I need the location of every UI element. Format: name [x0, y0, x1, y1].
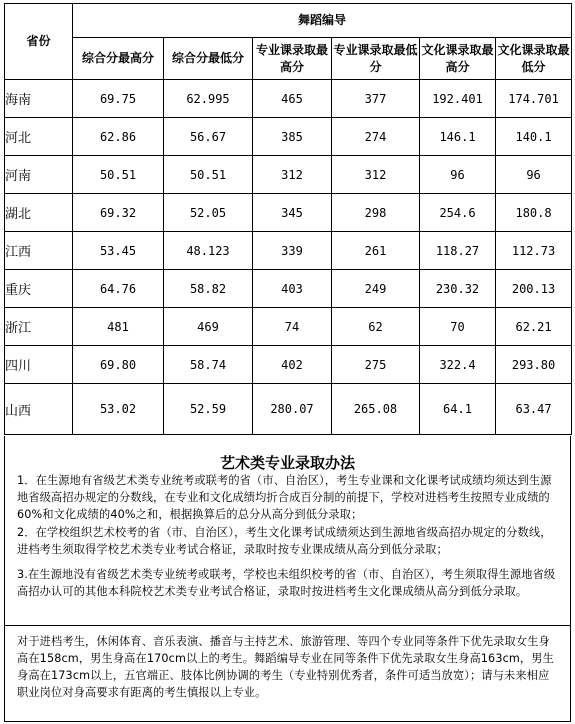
admission-rules-section	[4, 436, 571, 722]
table-cell: 63.47	[496, 384, 572, 435]
table-cell: 402	[253, 346, 332, 384]
table-cell: 56.67	[164, 118, 253, 156]
province-cell: 江西	[5, 232, 73, 270]
table-row	[5, 384, 572, 435]
table-cell: 69.32	[73, 194, 164, 232]
table-cell: 70	[420, 308, 496, 346]
table-cell: 403	[253, 270, 332, 308]
table-row	[5, 308, 572, 346]
province-cell: 海南	[5, 80, 73, 118]
table-cell: 58.82	[164, 270, 253, 308]
table-row	[5, 232, 572, 270]
table-cell: 312	[332, 156, 420, 194]
table-cell: 50.51	[73, 156, 164, 194]
section-divider	[5, 625, 570, 626]
province-cell: 浙江	[5, 308, 73, 346]
table-cell: 274	[332, 118, 420, 156]
table-cell: 62.21	[496, 308, 572, 346]
table-cell: 377	[332, 80, 420, 118]
table-cell: 249	[332, 270, 420, 308]
rule-paragraph-1: 1．在生源地有省级艺术类专业统考或联考的省（市、自治区），考生专业课和文化课考试成绩均须达到生源地省级高招办规定的分数线，在专业和文化成绩均折合成百分制的前提下，学校对进档考生按照专业成绩的60%和文化成绩的40%之和，根据换算后的总分从高分到低分录取；	[17, 474, 552, 521]
table-cell: 53.45	[73, 232, 164, 270]
table-cell: 200.13	[496, 270, 572, 308]
column-header: 专业课录取最低分	[332, 38, 420, 80]
table-row	[5, 118, 572, 156]
table-cell: 52.59	[164, 384, 253, 435]
table-cell: 50.51	[164, 156, 253, 194]
table-cell: 118.27	[420, 232, 496, 270]
table-cell: 339	[253, 232, 332, 270]
table-row	[5, 346, 572, 384]
table-cell: 312	[253, 156, 332, 194]
table-cell: 69.75	[73, 80, 164, 118]
column-header: 综合分最高分	[73, 38, 164, 80]
table-cell: 180.8	[496, 194, 572, 232]
table-cell: 322.4	[420, 346, 496, 384]
table-cell: 112.73	[496, 232, 572, 270]
table-cell: 64.76	[73, 270, 164, 308]
admission-score-table	[4, 3, 572, 435]
table-cell: 345	[253, 194, 332, 232]
table-cell: 62	[332, 308, 420, 346]
rule-paragraph-2: 2．在学校组织艺术校考的省（市、自治区），考生文化课考试成绩须达到生源地省级高招办规定的分数线，进档考生须取得学校艺术类专业考试合格证，录取时按专业课成绩从高分到低分录取；	[17, 526, 552, 556]
table-cell: 280.07	[253, 384, 332, 435]
province-cell: 河南	[5, 156, 73, 194]
table-cell: 146.1	[420, 118, 496, 156]
table-cell: 261	[332, 232, 420, 270]
table-cell: 385	[253, 118, 332, 156]
table-cell: 192.401	[420, 80, 496, 118]
column-header: 综合分最低分	[164, 38, 253, 80]
province-header: 省份	[5, 4, 73, 80]
rule-paragraph-3: 3.在生源地没有省级艺术类专业统考或联考，学校也未组织校考的省（市、自治区），考生须取得生源地省级高招办认可的其他本科院校艺术类专业考试合格证，录取时按进档考生文化课成绩从高分到低分录取。	[17, 568, 556, 598]
province-cell: 湖北	[5, 194, 73, 232]
table-cell: 275	[332, 346, 420, 384]
table-row	[5, 270, 572, 308]
table-cell: 230.32	[420, 270, 496, 308]
table-cell: 254.6	[420, 194, 496, 232]
table-row	[5, 194, 572, 232]
province-cell: 河北	[5, 118, 73, 156]
table-cell: 58.74	[164, 346, 253, 384]
table-cell: 62.995	[164, 80, 253, 118]
province-cell: 山西	[5, 384, 73, 435]
table-row	[5, 156, 572, 194]
province-cell: 四川	[5, 346, 73, 384]
height-requirement-paragraph: 对于进档考生，休闲体育、音乐表演、播音与主持艺术、旅游管理、等四个专业同等条件下优先录取女生身高在158cm，男生身高在170cm以上的考生。舞蹈编导专业在同等条件下优先录取女生身高163cm，男生身高在173cm以上，五官端正、肢体比例协调的考生（专业特别优秀者，条件可适当放宽）；请与未来相应职业岗位对身高要求有距离的考生慎报以上专业。	[17, 635, 554, 699]
table-cell: 265.08	[332, 384, 420, 435]
table-cell: 53.02	[73, 384, 164, 435]
table-cell: 140.1	[496, 118, 572, 156]
group-header: 舞蹈编导	[73, 4, 572, 38]
section-title: 艺术类专业录取办法	[219, 454, 355, 472]
table-cell: 293.80	[496, 346, 572, 384]
column-header: 专业课录取最高分	[253, 38, 332, 80]
table-cell: 69.80	[73, 346, 164, 384]
table-cell: 96	[496, 156, 572, 194]
table-cell: 481	[73, 308, 164, 346]
table-cell: 298	[332, 194, 420, 232]
table-cell: 174.701	[496, 80, 572, 118]
column-header: 文化课录取最低分	[496, 38, 572, 80]
column-header: 文化课录取最高分	[420, 38, 496, 80]
table-cell: 52.05	[164, 194, 253, 232]
table-cell: 48.123	[164, 232, 253, 270]
table-cell: 96	[420, 156, 496, 194]
table-cell: 74	[253, 308, 332, 346]
table-cell: 465	[253, 80, 332, 118]
table-cell: 64.1	[420, 384, 496, 435]
province-cell: 重庆	[5, 270, 73, 308]
table-cell: 62.86	[73, 118, 164, 156]
table-cell: 469	[164, 308, 253, 346]
table-row	[5, 80, 572, 118]
